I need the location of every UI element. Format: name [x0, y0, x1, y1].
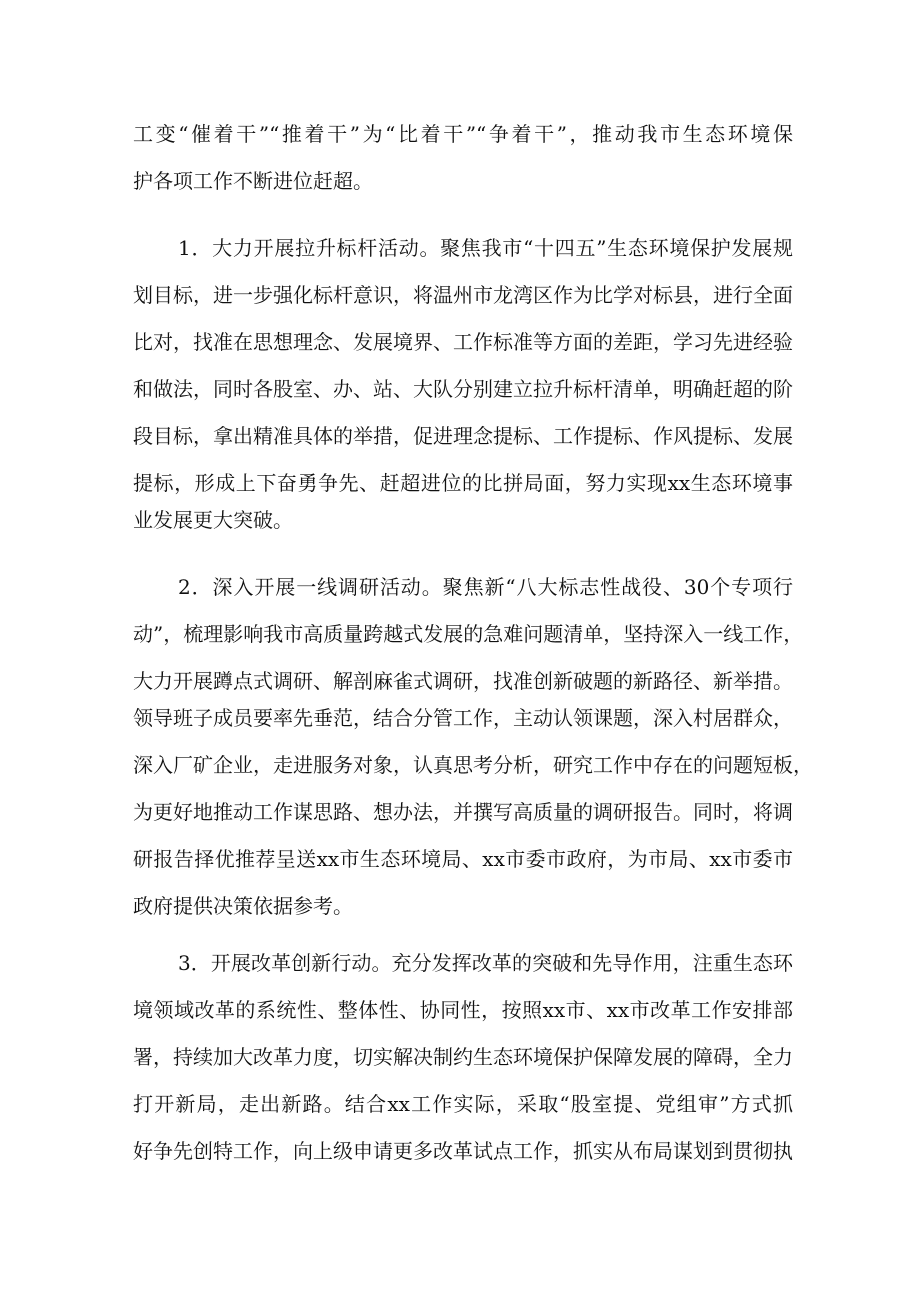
text-line: 比对，找准在思想理念、发展境界、工作标准等方面的差距，学习先进经验 — [133, 330, 793, 354]
text-line: 深入厂矿企业，走进服务对象，认真思考分析，研究工作中存在的问题短板， — [133, 753, 813, 777]
text-line: 业发展更大突破。 — [133, 508, 293, 532]
text-line: 政府提供决策依据参考。 — [133, 894, 353, 918]
text-line: 和做法，同时各股室、办、站、大队分别建立拉升标杆清单，明确赶超的阶 — [133, 377, 793, 401]
text-line: 划目标，进一步强化标杆意识，将温州市龙湾区作为比学对标县，进行全面 — [133, 283, 793, 307]
text-line: 护各项工作不断进位赶超。 — [133, 169, 373, 193]
text-line — [133, 1181, 793, 1215]
text-line: 境领域改革的系统性、整体性、协同性，按照xx市、xx市改革工作安排部 — [133, 998, 793, 1022]
text-line: 工变“催着干”“推着干”为“比着干”“争着干”，推动我市生态环境保 — [133, 122, 793, 146]
text-line: 为更好地推动工作谋思路、想办法，并撰写高质量的调研报告。同时，将调 — [133, 800, 793, 824]
text-line: 领导班子成员要率先垂范，结合分管工作，主动认领课题，深入村居群众， — [133, 706, 793, 730]
text-line: 打开新局，走出新路。结合xx工作实际，采取“股室提、党组审”方式抓 — [133, 1092, 793, 1116]
text-line: 提标，形成上下奋勇争先、赶超进位的比拼局面，努力实现xx生态环境事 — [133, 471, 793, 495]
paragraph-2-heading-line: 2．深入开展一线调研活动。聚焦新“八大标志性战役、30个专项行 — [178, 575, 793, 599]
paragraph-1-heading-line: 1．大力开展拉升标杆活动。聚焦我市“十四五”生态环境保护发展规 — [178, 236, 793, 260]
text-line: 署，持续加大改革力度，切实解决制约生态环境保护保障发展的障碍，全力 — [133, 1045, 793, 1069]
text-line: 动”，梳理影响我市高质量跨越式发展的急难问题清单，坚持深入一线工作， — [133, 622, 804, 646]
text-line: 研报告择优推荐呈送xx市生态环境局、xx市委市政府，为市局、xx市委市 — [133, 847, 793, 871]
text-line: 好争先创特工作，向上级申请更多改革试点工作，抓实从布局谋划到贯彻执 — [133, 1139, 793, 1163]
paragraph-3-heading-line: 3．开展改革创新行动。充分发挥改革的突破和先导作用，注重生态环 — [178, 951, 793, 975]
text-line: 段目标，拿出精准具体的举措，促进理念提标、工作提标、作风提标、发展 — [133, 424, 793, 448]
text-line: 大力开展蹲点式调研、解剖麻雀式调研，找准创新破题的新路径、新举措。 — [133, 669, 793, 693]
